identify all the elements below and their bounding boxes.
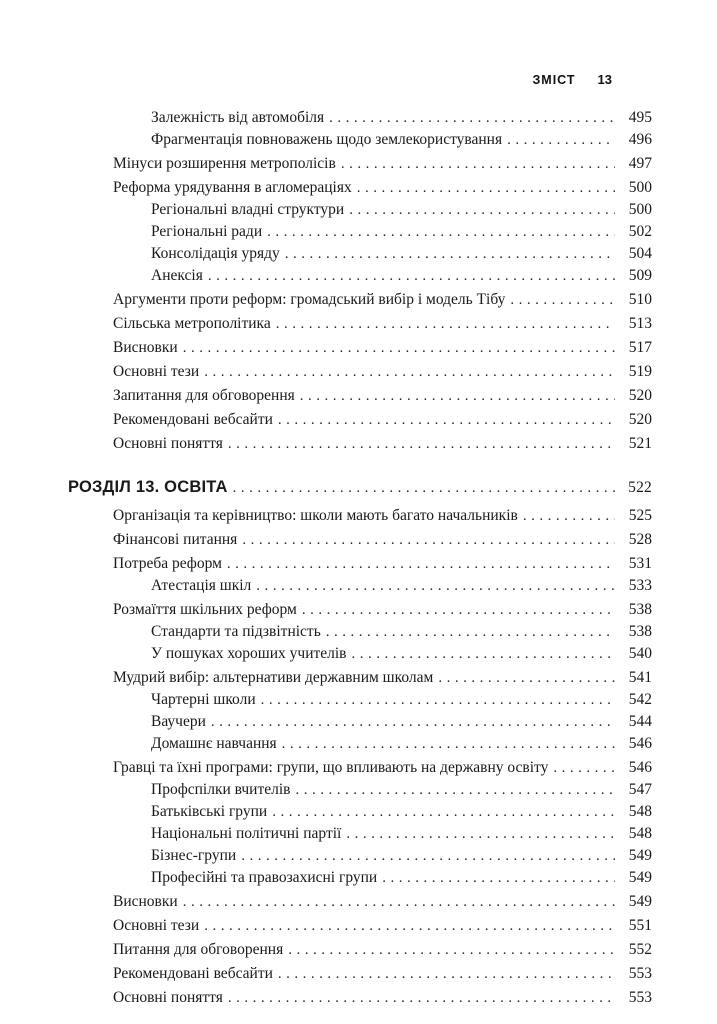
dot-leader [256,576,615,597]
toc-entry [68,361,652,383]
toc-entry [68,915,652,937]
toc-entry-page-number: 510 [628,291,652,308]
toc-entry [68,221,652,243]
toc-entry-page-number: 542 [628,691,652,708]
dot-leader [510,290,615,311]
running-header-page-number: 13 [597,72,612,87]
toc-entry-label: Питання для обговорення [113,941,284,958]
toc-entry [68,107,652,129]
toc-entry [68,505,652,527]
toc-entry-label: Профспілки вчителів [151,781,291,798]
toc-entry-page-number: 533 [628,577,652,594]
toc-entry [68,823,652,845]
toc-entry-page-number: 521 [628,435,652,452]
toc-entry [68,689,652,711]
dot-leader [349,200,615,221]
toc-entry-page-number: 525 [628,507,652,524]
toc-entry-label: Розмаїття шкільних реформ [113,601,297,618]
toc-entry [68,599,652,621]
toc-entry [68,711,652,733]
toc-entry-label: Основні тези [113,917,200,934]
dot-leader [288,940,615,961]
dot-leader [302,600,615,621]
toc-entry-label: Національні політичні партії [151,825,342,842]
toc-entry-page-number: 544 [628,713,652,730]
toc-chapter-entry [68,477,652,499]
toc-entry [68,575,652,597]
dot-leader [507,130,615,151]
toc-entry-label: Ваучери [151,713,206,730]
toc-entry [68,529,652,551]
dot-leader [329,108,615,129]
toc-list [68,107,652,1009]
dot-leader [326,622,615,643]
toc-entry-page-number: 495 [628,109,652,126]
toc-entry-label: Основні тези [113,363,200,380]
toc-entry-label: Фрагментація повноважень щодо землекористування [151,131,503,148]
toc-entry-page-number: 519 [628,363,652,380]
toc-entry-page-number: 548 [628,803,652,820]
toc-entry-label: У пошуках хороших учителів [151,645,347,662]
toc-entry-label: Чартерні школи [151,691,256,708]
toc-entry-page-number: 520 [628,411,652,428]
toc-entry-page-number: 528 [628,531,652,548]
toc-entry-page-number: 517 [628,339,652,356]
toc-entry-page-number: 546 [628,759,652,776]
toc-entry-page-number: 497 [628,155,652,172]
toc-entry-label: Висновки [113,893,178,910]
toc-entry [68,199,652,221]
toc-entry-label: Стандарти та підзвітність [151,623,321,640]
dot-leader [227,554,615,575]
toc-entry-label: Регіональні ради [151,223,263,240]
toc-entry-page-number: 552 [628,941,652,958]
dot-leader [204,362,615,383]
toc-entry-label: Мінуси розширення метрополісів [113,155,336,172]
dot-leader [204,916,615,937]
toc-entry-label: Мудрий вибір: альтернативи державним школам [113,669,434,686]
toc-entry-page-number: 547 [628,781,652,798]
dot-leader [242,530,615,551]
dot-leader [228,988,615,1009]
toc-entry-page-number: 546 [628,735,652,752]
toc-entry [68,337,652,359]
dot-leader [278,964,615,985]
toc-entry-page-number: 548 [628,825,652,842]
dot-leader [346,824,615,845]
dot-leader [276,314,615,335]
dot-leader [357,178,615,199]
dot-leader [183,338,615,359]
dot-leader [278,410,615,431]
toc-entry-page-number: 551 [628,917,652,934]
toc-entry [68,779,652,801]
dot-leader [285,244,615,265]
dot-leader [300,386,615,407]
dot-leader [553,758,615,779]
toc-entry-page-number: 502 [628,223,652,240]
dot-leader [296,780,616,801]
dot-leader [241,846,615,867]
dot-leader [233,478,615,499]
dot-leader [228,434,615,455]
toc-entry-label: Консолідація уряду [151,245,280,262]
toc-entry [68,867,652,889]
dot-leader [282,734,615,755]
toc-entry-page-number: 538 [628,623,652,640]
toc-entry-page-number: 500 [628,201,652,218]
running-header [68,72,652,87]
toc-entry [68,667,652,689]
toc-entry [68,757,652,779]
dot-leader [352,644,616,665]
toc-entry-label: Організація та керівництво: школи мають багато начальників [113,507,518,524]
toc-entry-label: Батьківські групи [151,803,268,820]
toc-entry-page-number: 531 [628,555,652,572]
toc-entry [68,553,652,575]
toc-entry [68,621,652,643]
toc-entry-label: Потреба реформ [113,555,222,572]
toc-entry-label: Бізнес-групи [151,847,237,864]
toc-entry [68,313,652,335]
toc-entry-page-number: 538 [628,601,652,618]
toc-entry-label: Атестація шкіл [151,577,252,594]
toc-entry-page-number: 549 [628,869,652,886]
toc-entry-page-number: 496 [628,131,652,148]
toc-entry-label: Фінансові питання [113,531,238,548]
toc-entry [68,939,652,961]
toc-entry-label: Основні поняття [113,989,223,1006]
toc-entry-page-number: 522 [628,479,652,496]
toc-entry-page-number: 513 [628,315,652,332]
toc-entry-label: Рекомендовані вебсайти [113,411,273,428]
dot-leader [208,266,615,287]
toc-entry-label: Реформа урядування в агломераціях [113,179,352,196]
dot-leader [183,892,615,913]
dot-leader [211,712,615,733]
toc-entry-page-number: 540 [628,645,652,662]
dot-leader [341,154,615,175]
toc-entry-label: Рекомендовані вебсайти [113,965,273,982]
dot-leader [438,668,615,689]
toc-entry [68,409,652,431]
toc-entry [68,733,652,755]
toc-entry [68,891,652,913]
toc-entry [68,153,652,175]
toc-entry-page-number: 509 [628,267,652,284]
toc-entry [68,289,652,311]
toc-entry [68,987,652,1009]
toc-entry-label: Сільська метрополітика [113,315,271,332]
toc-entry-page-number: 549 [628,893,652,910]
toc-entry [68,177,652,199]
toc-entry-label: Регіональні владні структури [151,201,345,218]
toc-entry [68,433,652,455]
toc-entry-label: Домашнє навчання [151,735,277,752]
toc-entry [68,129,652,151]
dot-leader [267,222,615,243]
toc-entry-label: Основні поняття [113,435,223,452]
toc-entry [68,243,652,265]
toc-entry-page-number: 504 [628,245,652,262]
toc-entry [68,801,652,823]
running-header-title: ЗМІСТ [532,73,576,87]
toc-entry-page-number: 541 [628,669,652,686]
toc-entry-page-number: 553 [628,989,652,1006]
toc-entry-page-number: 553 [628,965,652,982]
toc-entry [68,643,652,665]
toc-entry-label: Аргументи проти реформ: громадський вибір і модель Тібу [113,291,506,308]
toc-entry-label: Анексія [151,267,203,284]
toc-entry-label: РОЗДІЛ 13. ОСВІТА [68,478,228,496]
toc-entry-label: Залежність від автомобіля [151,109,325,126]
toc-entry [68,845,652,867]
toc-entry-label: Запитання для обговорення [113,387,295,404]
toc-entry [68,963,652,985]
dot-leader [261,690,615,711]
toc-entry-page-number: 520 [628,387,652,404]
toc-entry-label: Гравці та їхні програми: групи, що впливають на державну освіту [113,759,549,776]
dot-leader [382,868,615,889]
toc-entry-label: Професійні та правозахисні групи [151,869,378,886]
toc-entry-label: Висновки [113,339,178,356]
dot-leader [272,802,615,823]
toc-entry [68,265,652,287]
toc-entry-page-number: 549 [628,847,652,864]
toc-entry-page-number: 500 [628,179,652,196]
dot-leader [523,506,615,527]
toc-entry [68,385,652,407]
